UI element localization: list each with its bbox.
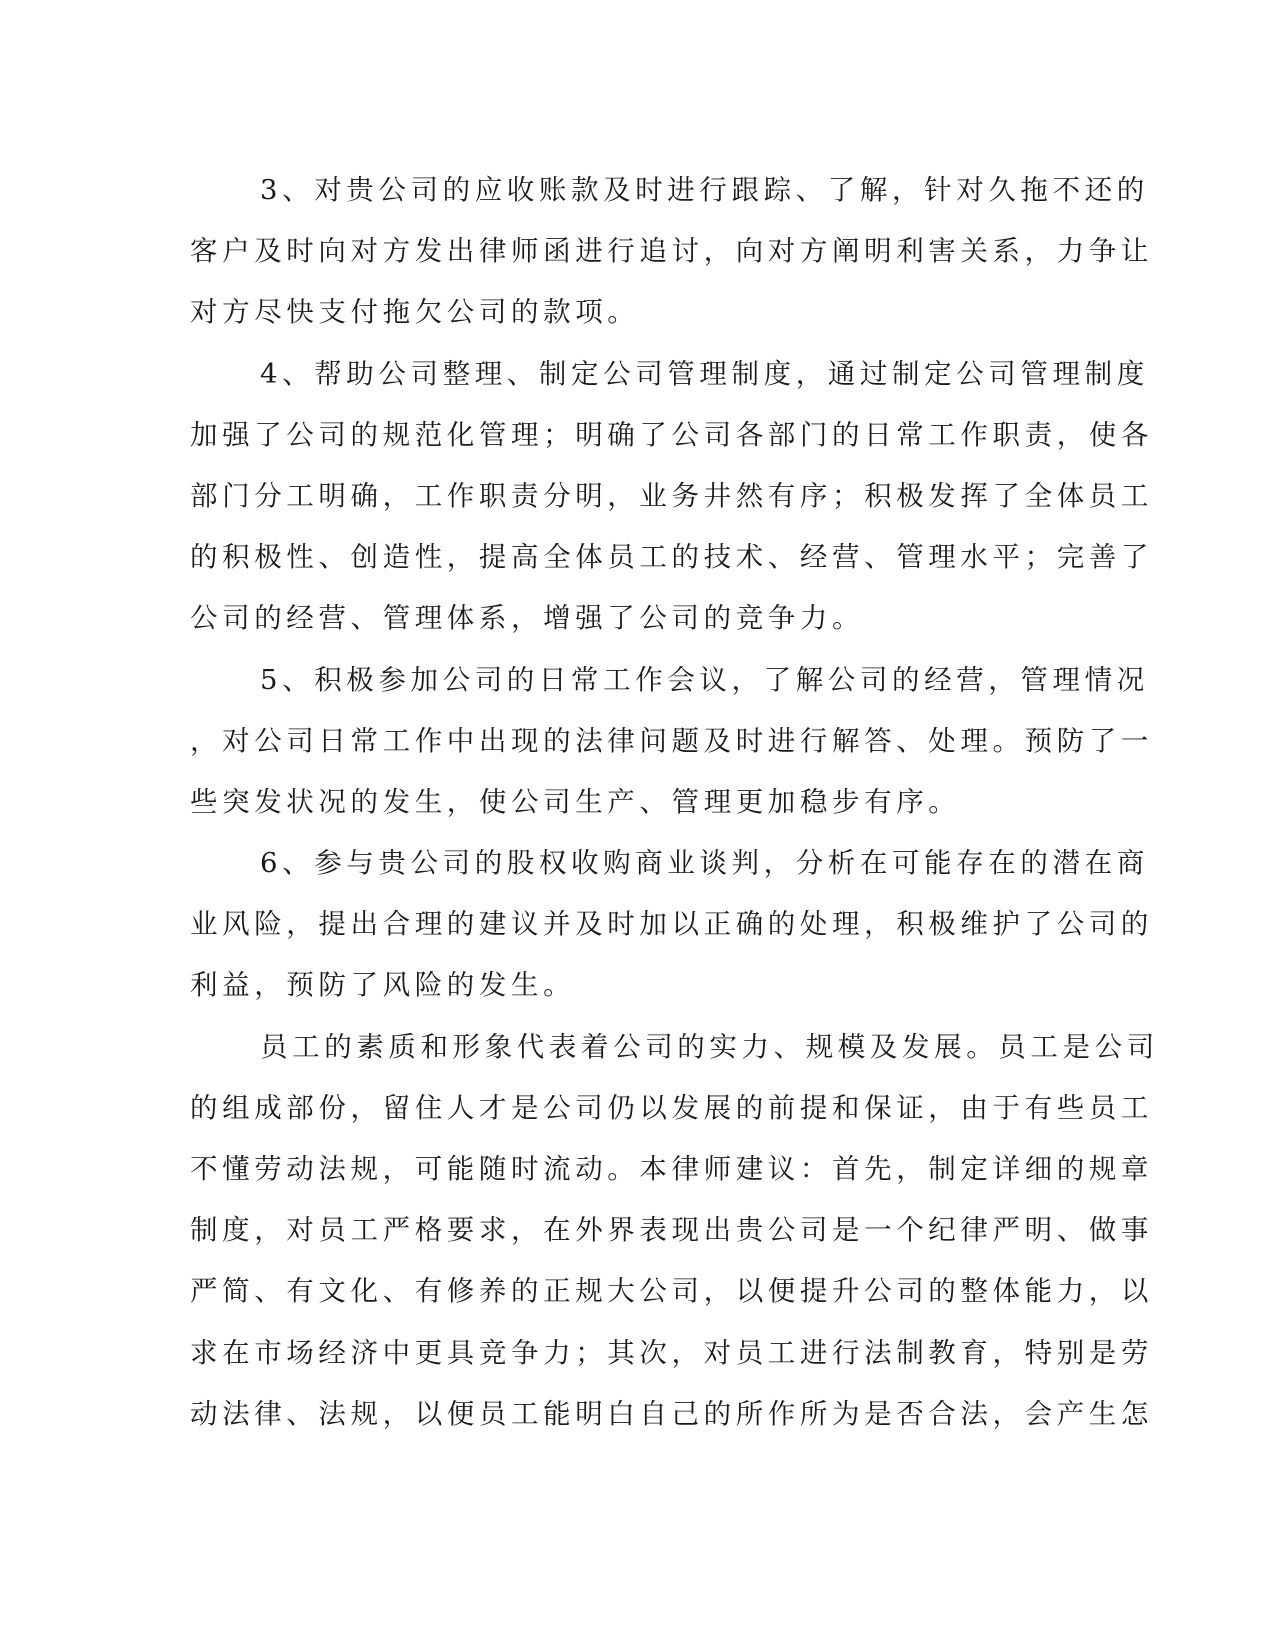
paragraph-4-line-3: 部门分工明确，工作职责分明，业务井然有序；积极发挥了全体员工 — [190, 479, 1153, 512]
document-body — [190, 160, 1159, 1445]
paragraph-4-line-2: 加强了公司的规范化管理；明确了公司各部门的日常工作职责，使各 — [190, 418, 1153, 451]
paragraph-staff-line-6: 求在市场经济中更具竞争力；其次，对员工进行法制教育，特别是劳 — [190, 1336, 1153, 1369]
paragraph-5-line-3: 些突发状况的发生，使公司生产、管理更加稳步有序。 — [190, 785, 961, 818]
paragraph-3-line-1: 3、对贵公司的应收账款及时进行跟踪、了解，针对久拖不还的 — [260, 174, 1149, 206]
paragraph-5-line-2: ，对公司日常工作中出现的法律问题及时进行解答、处理。预防了一 — [190, 724, 1153, 757]
paragraph-5-line-1: 5、积极参加公司的日常工作会议，了解公司的经营，管理情况 — [260, 663, 1149, 696]
paragraph-4-line-5: 公司的经营、管理体系，增强了公司的竞争力。 — [190, 602, 865, 635]
paragraph-staff-line-7: 动法律、法规，以便员工能明白自己的所作所为是否合法，会产生怎 — [190, 1397, 1153, 1430]
paragraph-4-line-4: 的积极性、创造性，提高全体员工的技术、经营、管理水平；完善了 — [190, 541, 1153, 574]
paragraph-4-line-1: 4、帮助公司整理、制定公司管理制度，通过制定公司管理制度 — [260, 357, 1149, 390]
paragraph-staff-line-2: 的组成部份，留住人才是公司仍以发展的前提和保证，由于有些员工 — [190, 1091, 1153, 1124]
paragraph-staff-line-5: 严简、有文化、有修养的正规大公司，以便提升公司的整体能力，以 — [190, 1275, 1153, 1308]
paragraph-staff-line-1: 员工的素质和形象代表着公司的实力、规模及发展。员工是公司 — [260, 1030, 1159, 1063]
paragraph-staff-line-3: 不懂劳动法规，可能随时流动。本律师建议：首先，制定详细的规章 — [190, 1153, 1153, 1185]
paragraph-6-line-3: 利益，预防了风险的发生。 — [190, 969, 576, 1002]
paragraph-3-line-2: 客户及时向对方发出律师函进行追讨，向对方阐明利害关系，力争让 — [190, 235, 1153, 268]
paragraph-6-line-1: 6、参与贵公司的股权收购商业谈判，分析在可能存在的潜在商 — [260, 847, 1149, 880]
paragraph-staff-line-4: 制度，对员工严格要求，在外界表现出贵公司是一个纪律严明、做事 — [190, 1214, 1153, 1247]
paragraph-6-line-2: 业风险，提出合理的建议并及时加以正确的处理，积极维护了公司的 — [190, 908, 1153, 941]
paragraph-3-line-3: 对方尽快支付拖欠公司的款项。 — [190, 296, 640, 329]
